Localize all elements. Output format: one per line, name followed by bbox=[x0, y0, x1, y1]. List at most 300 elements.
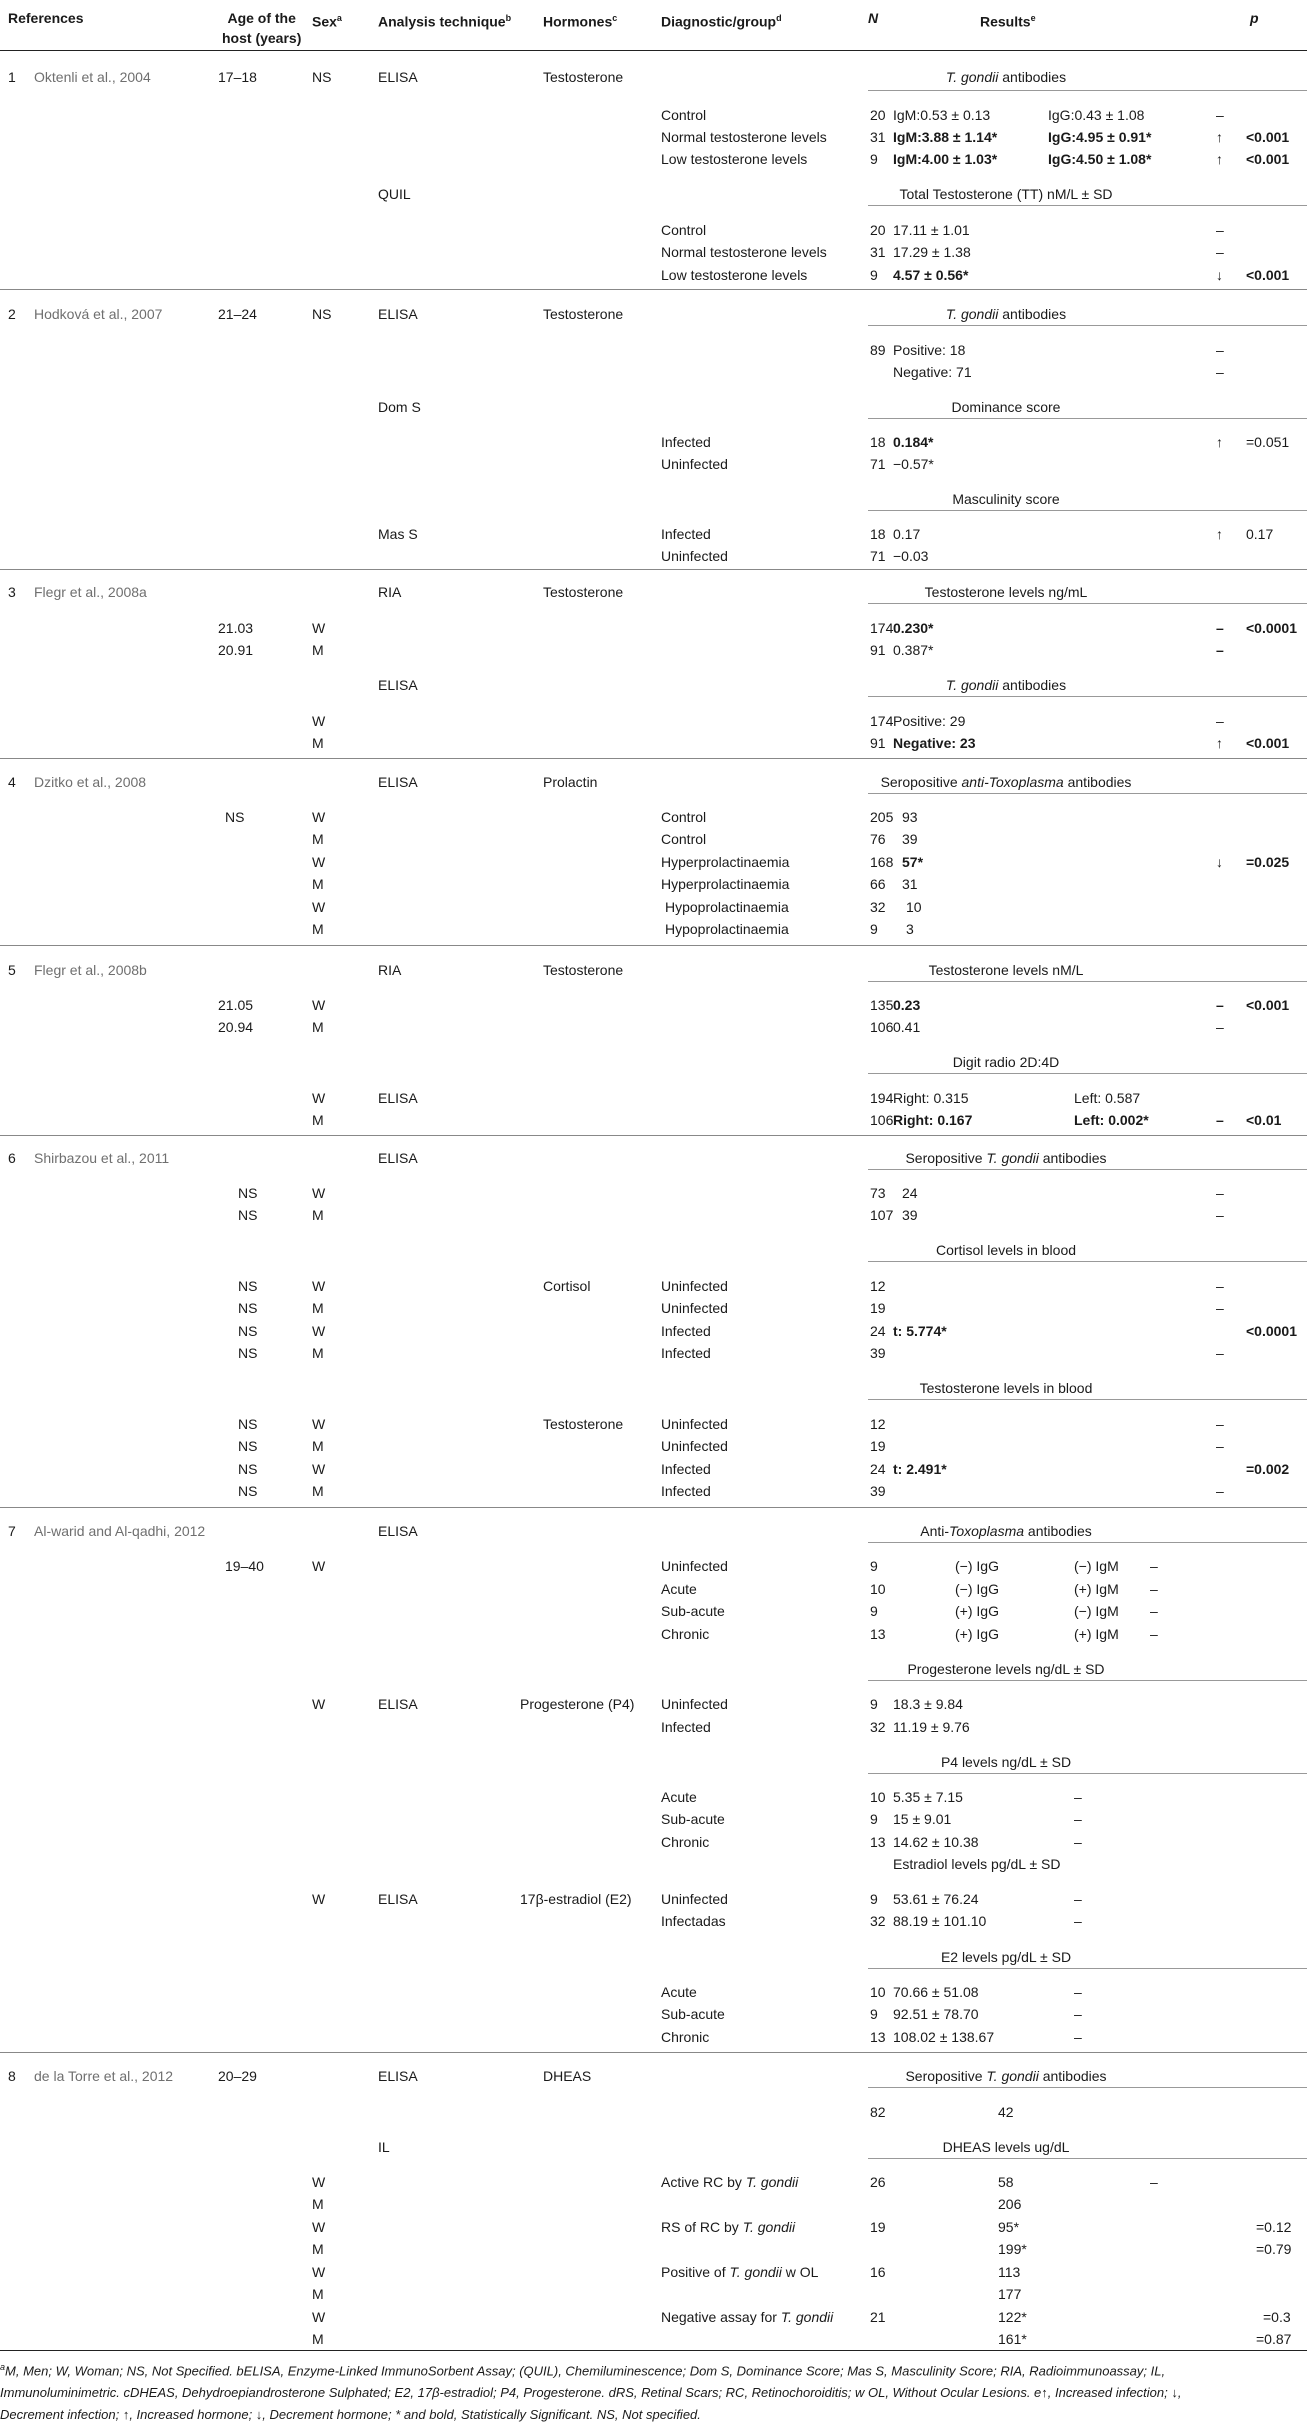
table-cell: 10 bbox=[870, 1789, 886, 1805]
table-cell: Low testosterone levels bbox=[661, 267, 808, 283]
table-cell: =0.025 bbox=[1246, 854, 1290, 870]
table-cell: Sub-acute bbox=[661, 1603, 725, 1619]
table-cell: Hypoprolactinaemia bbox=[665, 899, 789, 915]
table-cell: – bbox=[1216, 1278, 1224, 1294]
table-cell: Hyperprolactinaemia bbox=[661, 876, 790, 892]
table-cell: IgM:0.53 ± 0.13 bbox=[893, 107, 991, 123]
table-cell: 206 bbox=[998, 2196, 1022, 2212]
table-cell: Uninfected bbox=[661, 1278, 728, 1294]
table-cell: <0.0001 bbox=[1246, 1323, 1297, 1339]
table-cell: – bbox=[1074, 2029, 1082, 2045]
header-diagnostic: Diagnostic/group$^d$ bbox=[661, 13, 782, 30]
table-cell: 5.35 ± 7.15 bbox=[893, 1789, 963, 1805]
table-cell: 24 bbox=[902, 1185, 918, 1201]
table-cell: Acute bbox=[661, 1984, 697, 2000]
table-cell: W bbox=[312, 1558, 326, 1574]
table-cell: ELISA bbox=[378, 774, 418, 790]
table-cell: 32 bbox=[870, 1913, 886, 1929]
table-cell: 73 bbox=[870, 1185, 886, 1201]
table-cell: – bbox=[1074, 1811, 1082, 1827]
table-cell: ELISA bbox=[378, 1523, 418, 1539]
table-cell: Progesterone levels ng/dL ± SD bbox=[907, 1661, 1105, 1677]
table-cell: Uninfected bbox=[661, 1300, 728, 1316]
table-cell: −0.03 bbox=[893, 548, 929, 564]
table-cell: 13 bbox=[870, 2029, 886, 2045]
table-cell: Infected bbox=[661, 434, 711, 450]
table-cell: IL bbox=[378, 2139, 390, 2155]
table-cell: – bbox=[1216, 1438, 1224, 1454]
table-cell: NS bbox=[238, 1323, 258, 1339]
table-cell: ELISA bbox=[378, 306, 418, 322]
table-cell: Testosterone levels ng/mL bbox=[924, 584, 1088, 600]
table-cell: 194 bbox=[870, 1090, 894, 1106]
table-cell: =0.051 bbox=[1246, 434, 1290, 450]
table-cell: Left: 0.002* bbox=[1074, 1112, 1149, 1128]
table-cell: IgG:4.95 ± 0.91* bbox=[1048, 129, 1152, 145]
table-cell: 10 bbox=[870, 1984, 886, 2000]
results-subheader-rule bbox=[868, 1773, 1307, 1774]
footnote-line: $^a$M, Men; W, Woman; NS, Not Specified. bELISA, Enzyme-Linked ImmunoSorbent Assay; (QUIL), Chemiluminescence; Dom S, Dominance Score; Mas S, Masculinity Score; RIA, Radioimmunoassay; IL, bbox=[0, 2362, 1166, 2379]
header-analysis: Analysis technique$^b$ bbox=[378, 13, 512, 30]
table-cell: Hypoprolactinaemia bbox=[665, 921, 789, 937]
section-divider bbox=[0, 945, 1307, 946]
table-cell: Normal testosterone levels bbox=[661, 244, 827, 260]
table-cell: 70.66 ± 51.08 bbox=[893, 1984, 979, 2000]
table-cell: =0.002 bbox=[1246, 1461, 1290, 1477]
table-cell: 21.03 bbox=[218, 620, 254, 636]
table-cell: W bbox=[312, 2174, 326, 2190]
results-subheader-rule bbox=[868, 981, 1307, 982]
table-cell: – bbox=[1216, 1112, 1224, 1128]
table-cell: M bbox=[312, 1019, 324, 1035]
header-results: Results$^e$ bbox=[980, 13, 1036, 30]
table-cell: 15 ± 9.01 bbox=[893, 1811, 952, 1827]
table-cell: 39 bbox=[870, 1483, 886, 1499]
table-cell: 8 bbox=[8, 2068, 16, 2084]
table-cell: IgM:3.88 ± 1.14* bbox=[893, 129, 998, 145]
table-cell: t: 5.774* bbox=[893, 1323, 947, 1339]
results-subheader-rule bbox=[868, 793, 1307, 794]
table-cell: M bbox=[312, 735, 324, 751]
table-cell: – bbox=[1216, 713, 1224, 729]
table-cell: <0.001 bbox=[1246, 129, 1290, 145]
table-cell: 9 bbox=[870, 921, 878, 937]
table-cell: Digit radio 2D:4D bbox=[952, 1054, 1060, 1070]
table-cell: – bbox=[1216, 364, 1224, 380]
table-cell: 21–24 bbox=[218, 306, 257, 322]
table-cell: 89 bbox=[870, 342, 886, 358]
results-subheader-rule bbox=[868, 1399, 1307, 1400]
table-cell: 12 bbox=[870, 1278, 886, 1294]
table-cell: 19 bbox=[870, 1438, 886, 1454]
table-cell: – bbox=[1150, 1558, 1158, 1574]
table-cell: NS bbox=[312, 306, 332, 322]
table-cell: Mas S bbox=[378, 526, 418, 542]
table-cell: Normal testosterone levels bbox=[661, 129, 827, 145]
table-cell: W bbox=[312, 2264, 326, 2280]
table-cell: 39 bbox=[902, 831, 918, 847]
table-cell: 0.23 bbox=[893, 997, 921, 1013]
header-p: p bbox=[1250, 10, 1259, 26]
table-cell: <0.0001 bbox=[1246, 620, 1297, 636]
table-cell: Infected bbox=[661, 1345, 711, 1361]
table-cell: t: 2.491* bbox=[893, 1461, 947, 1477]
header-n: N bbox=[868, 10, 879, 26]
table-cell: 20.94 bbox=[218, 1019, 254, 1035]
table-cell: 9 bbox=[870, 267, 878, 283]
table-cell: 57* bbox=[902, 854, 924, 870]
table-cell: 20 bbox=[870, 107, 886, 123]
table-cell: 18 bbox=[870, 434, 886, 450]
table-cell: Control bbox=[661, 222, 707, 238]
table-cell: – bbox=[1074, 1789, 1082, 1805]
table-cell: Dzitko et al., 2008 bbox=[34, 774, 147, 790]
table-cell: W bbox=[312, 1278, 326, 1294]
table-cell: 20.91 bbox=[218, 642, 254, 658]
table-cell: T. gondii antibodies bbox=[945, 306, 1067, 322]
table-cell: – bbox=[1074, 2006, 1082, 2022]
table-cell: (−) IgM bbox=[1074, 1603, 1119, 1619]
table-cell: W bbox=[312, 997, 326, 1013]
table-cell: 20–29 bbox=[218, 2068, 257, 2084]
table-cell: – bbox=[1150, 2174, 1158, 2190]
table-cell: =0.12 bbox=[1256, 2219, 1292, 2235]
table-cell: 14.62 ± 10.38 bbox=[893, 1834, 979, 1850]
results-subheader-rule bbox=[868, 1169, 1307, 1170]
table-cell: – bbox=[1216, 1416, 1224, 1432]
footnote-line: Immunoluminimetric. cDHEAS, Dehydroepiandrosterone Sulphated; E2, 17β-estradiol; P4, Progesterone. dRS, Retinal Scars; RC, Retinochoroiditis; w OL, Without Ocular Lesions. e↑, Increased infection; ↓, bbox=[0, 2385, 1182, 2401]
table-cell: Positive: 29 bbox=[893, 713, 966, 729]
table-cell: Infectadas bbox=[661, 1913, 726, 1929]
table-cell: Right: 0.315 bbox=[893, 1090, 969, 1106]
table-cell: Infected bbox=[661, 1719, 711, 1735]
table-cell: Anti-Toxoplasma antibodies bbox=[920, 1523, 1092, 1539]
table-cell: Uninfected bbox=[661, 1891, 728, 1907]
table-cell: 18.3 ± 9.84 bbox=[893, 1696, 963, 1712]
table-cell: ↑ bbox=[1216, 129, 1223, 145]
table-cell: M bbox=[312, 1483, 324, 1499]
table-cell: 93 bbox=[902, 809, 918, 825]
table-cell: – bbox=[1074, 1891, 1082, 1907]
table-cell: NS bbox=[238, 1345, 258, 1361]
table-cell: IgM:4.00 ± 1.03* bbox=[893, 151, 998, 167]
table-cell: Seropositive T. gondii antibodies bbox=[905, 1150, 1107, 1166]
table-cell: – bbox=[1216, 1300, 1224, 1316]
table-cell: ↑ bbox=[1216, 151, 1223, 167]
table-cell: Control bbox=[661, 831, 707, 847]
table-cell: Chronic bbox=[661, 2029, 710, 2045]
table-cell: 168 bbox=[870, 854, 894, 870]
results-subheader-rule bbox=[868, 696, 1307, 697]
table-cell: 21.05 bbox=[218, 997, 254, 1013]
table-cell: – bbox=[1216, 997, 1224, 1013]
table-cell: 71 bbox=[870, 456, 886, 472]
table-cell: 113 bbox=[998, 2264, 1021, 2280]
results-subheader-rule bbox=[868, 2087, 1307, 2088]
table-cell: 71 bbox=[870, 548, 886, 564]
table-bottom-rule bbox=[0, 2350, 1307, 2351]
table-cell: – bbox=[1216, 342, 1224, 358]
table-cell: 17–18 bbox=[218, 69, 257, 85]
table-cell: Masculinity score bbox=[952, 491, 1060, 507]
table-cell: (+) IgG bbox=[955, 1626, 999, 1642]
table-cell: 82 bbox=[870, 2104, 886, 2120]
table-header bbox=[0, 0, 1307, 51]
table-cell: 106 bbox=[870, 1112, 894, 1128]
table-cell: T. gondii antibodies bbox=[945, 677, 1067, 693]
table-cell: 92.51 ± 78.70 bbox=[893, 2006, 979, 2022]
table-cell: 107 bbox=[870, 1207, 894, 1223]
header-age: Age of the host (years) bbox=[222, 10, 302, 46]
table-cell: NS bbox=[238, 1483, 258, 1499]
table-cell: 13 bbox=[870, 1626, 886, 1642]
table-cell: W bbox=[312, 1461, 326, 1477]
table-cell: – bbox=[1216, 1483, 1224, 1499]
table-cell: 135 bbox=[870, 997, 894, 1013]
table-cell: NS bbox=[238, 1300, 258, 1316]
table-cell: Negative: 71 bbox=[893, 364, 972, 380]
table-cell: – bbox=[1216, 1345, 1224, 1361]
table-cell: 0.41 bbox=[893, 1019, 921, 1035]
table-cell: DHEAS bbox=[543, 2068, 592, 2084]
table-cell: Right: 0.167 bbox=[893, 1112, 973, 1128]
table-cell: 53.61 ± 76.24 bbox=[893, 1891, 979, 1907]
table-cell: Flegr et al., 2008b bbox=[34, 962, 147, 978]
table-cell: 88.19 ± 101.10 bbox=[893, 1913, 987, 1929]
table-cell: <0.001 bbox=[1246, 267, 1290, 283]
table-cell: NS bbox=[238, 1207, 258, 1223]
table-cell: – bbox=[1074, 1834, 1082, 1850]
table-cell: – bbox=[1216, 642, 1224, 658]
footnote-line: Decrement infection; ↑, Increased hormone; ↓, Decrement hormone; * and bold, Statistically Significant. NS, Not specified. bbox=[0, 2407, 701, 2423]
table-cell: Uninfected bbox=[661, 1558, 728, 1574]
table-cell: – bbox=[1216, 1185, 1224, 1201]
table-cell: 32 bbox=[870, 899, 886, 915]
table-cell: M bbox=[312, 2331, 324, 2347]
results-subheader-rule bbox=[868, 510, 1307, 511]
header-sex: Sex$^a$ bbox=[312, 13, 342, 30]
table-cell: IgG:0.43 ± 1.08 bbox=[1048, 107, 1145, 123]
table-cell: – bbox=[1216, 244, 1224, 260]
table-cell: ELISA bbox=[378, 2068, 418, 2084]
table-cell: W bbox=[312, 1891, 326, 1907]
table-cell: 108.02 ± 138.67 bbox=[893, 2029, 995, 2045]
table-cell: Infected bbox=[661, 1461, 711, 1477]
section-divider bbox=[0, 2052, 1307, 2053]
table-cell: Negative: 23 bbox=[893, 735, 976, 751]
table-cell: M bbox=[312, 1438, 324, 1454]
results-subheader-rule bbox=[868, 603, 1307, 604]
table-cell: M bbox=[312, 876, 324, 892]
table-cell: – bbox=[1150, 1626, 1158, 1642]
table-cell: 17β-estradiol (E2) bbox=[520, 1891, 632, 1907]
table-cell: M bbox=[312, 2286, 324, 2302]
table-cell: Uninfected bbox=[661, 1416, 728, 1432]
table-cell: Total Testosterone (TT) nM/L ± SD bbox=[899, 186, 1113, 202]
table-cell: 18 bbox=[870, 526, 886, 542]
table-cell: 91 bbox=[870, 642, 886, 658]
table-cell: NS bbox=[238, 1278, 258, 1294]
table-cell: Seropositive T. gondii antibodies bbox=[905, 2068, 1107, 2084]
table-cell: =0.79 bbox=[1256, 2241, 1292, 2257]
table-cell: M bbox=[312, 1112, 324, 1128]
table-cell: (−) IgM bbox=[1074, 1558, 1119, 1574]
table-cell: – bbox=[1216, 1019, 1224, 1035]
table-cell: Positive of T. gondii w OL bbox=[661, 2264, 819, 2280]
table-cell: Seropositive anti-Toxoplasma antibodies bbox=[880, 774, 1132, 790]
table-cell: 122* bbox=[998, 2309, 1027, 2325]
table-cell: de la Torre et al., 2012 bbox=[34, 2068, 174, 2084]
table-cell: W bbox=[312, 1185, 326, 1201]
table-cell: <0.001 bbox=[1246, 735, 1290, 751]
table-cell: Al-warid and Al-qadhi, 2012 bbox=[34, 1523, 206, 1539]
table-cell: Uninfected bbox=[661, 456, 728, 472]
table-cell: Sub-acute bbox=[661, 2006, 725, 2022]
table-cell: 9 bbox=[870, 151, 878, 167]
table-cell: 174 bbox=[870, 620, 894, 636]
table-cell: NS bbox=[225, 809, 245, 825]
table-cell: 19 bbox=[870, 1300, 886, 1316]
table-cell: NS bbox=[238, 1438, 258, 1454]
table-cell: – bbox=[1074, 1984, 1082, 2000]
table-cell: Infected bbox=[661, 1323, 711, 1339]
table-cell: E2 levels pg/dL ± SD bbox=[940, 1949, 1072, 1965]
table-cell: Uninfected bbox=[661, 1696, 728, 1712]
table-cell: ELISA bbox=[378, 677, 418, 693]
table-cell: 31 bbox=[902, 876, 918, 892]
section-divider bbox=[0, 1135, 1307, 1136]
table-cell: 177 bbox=[998, 2286, 1022, 2302]
table-cell: 11.19 ± 9.76 bbox=[893, 1719, 970, 1735]
table-cell: Flegr et al., 2008a bbox=[34, 584, 147, 600]
table-cell: 5 bbox=[8, 962, 16, 978]
section-divider bbox=[0, 758, 1307, 759]
table-cell: Testosterone bbox=[543, 584, 624, 600]
table-cell: 3 bbox=[8, 584, 16, 600]
table-cell: 58 bbox=[998, 2174, 1014, 2190]
table-cell: 0.184* bbox=[893, 434, 934, 450]
table-cell: 7 bbox=[8, 1523, 16, 1539]
results-subheader-rule bbox=[868, 1968, 1307, 1969]
table-cell: M bbox=[312, 1345, 324, 1361]
table-cell: ↑ bbox=[1216, 434, 1223, 450]
table-cell: M bbox=[312, 831, 324, 847]
table-cell: 9 bbox=[870, 1811, 878, 1827]
table-cell: 6 bbox=[8, 1150, 16, 1166]
results-subheader-rule bbox=[868, 1680, 1307, 1681]
table-cell: M bbox=[312, 1207, 324, 1223]
table-cell: 19–40 bbox=[225, 1558, 264, 1574]
table-cell: W bbox=[312, 620, 326, 636]
header-references: References bbox=[8, 10, 84, 26]
table-cell: M bbox=[312, 921, 324, 937]
section-divider bbox=[0, 1507, 1307, 1508]
table-cell: Control bbox=[661, 107, 707, 123]
table-cell: Estradiol levels pg/dL ± SD bbox=[893, 1856, 1061, 1872]
table-cell: Testosterone bbox=[543, 306, 624, 322]
table-cell: RS of RC by T. gondii bbox=[661, 2219, 796, 2235]
table-cell: QUIL bbox=[378, 186, 411, 202]
table-cell: T. gondii antibodies bbox=[945, 69, 1067, 85]
table-cell: (+) IgM bbox=[1074, 1626, 1119, 1642]
table-cell: =0.87 bbox=[1256, 2331, 1292, 2347]
table-cell: ↓ bbox=[1216, 267, 1223, 283]
table-cell: 10 bbox=[870, 1581, 886, 1597]
results-subheader-rule bbox=[868, 90, 1307, 91]
table-cell: ELISA bbox=[378, 1150, 418, 1166]
results-subheader-rule bbox=[868, 205, 1307, 206]
table-cell: =0.3 bbox=[1263, 2309, 1291, 2325]
table-cell: W bbox=[312, 1323, 326, 1339]
table-cell: – bbox=[1150, 1603, 1158, 1619]
table-cell: Active RC by T. gondii bbox=[661, 2174, 799, 2190]
table-cell: 9 bbox=[870, 1603, 878, 1619]
table-cell: 42 bbox=[998, 2104, 1014, 2120]
table-cell: ↓ bbox=[1216, 854, 1223, 870]
table-cell: 16 bbox=[870, 2264, 886, 2280]
table-cell: 39 bbox=[902, 1207, 918, 1223]
table-cell: 31 bbox=[870, 244, 886, 260]
table-cell: Shirbazou et al., 2011 bbox=[34, 1150, 170, 1166]
table-cell: Oktenli et al., 2004 bbox=[34, 69, 151, 85]
results-subheader-rule bbox=[868, 2158, 1307, 2159]
table-cell: 24 bbox=[870, 1323, 886, 1339]
results-subheader-rule bbox=[868, 1261, 1307, 1262]
table-cell: 9 bbox=[870, 2006, 878, 2022]
table-cell: 2 bbox=[8, 306, 16, 322]
table-cell: RIA bbox=[378, 584, 402, 600]
table-cell: Testosterone levels in blood bbox=[919, 1380, 1093, 1396]
table-cell: Acute bbox=[661, 1581, 697, 1597]
table-cell: 31 bbox=[870, 129, 886, 145]
table-cell: W bbox=[312, 1090, 326, 1106]
table-cell: 66 bbox=[870, 876, 886, 892]
table-cell: Left: 0.587 bbox=[1074, 1090, 1141, 1106]
table-cell: <0.001 bbox=[1246, 151, 1290, 167]
table-cell: NS bbox=[312, 69, 332, 85]
table-cell: Progesterone (P4) bbox=[520, 1696, 635, 1712]
table-footnotes bbox=[0, 2356, 1307, 2426]
table-cell: ↑ bbox=[1216, 735, 1223, 751]
table-cell: 0.17 bbox=[893, 526, 921, 542]
table-cell: M bbox=[312, 642, 324, 658]
table-cell: 1 bbox=[8, 69, 16, 85]
table-cell: Infected bbox=[661, 1483, 711, 1499]
table-cell: – bbox=[1216, 620, 1224, 636]
table-cell: 174 bbox=[870, 713, 894, 729]
table-cell: NS bbox=[238, 1461, 258, 1477]
table-cell: IgG:4.50 ± 1.08* bbox=[1048, 151, 1152, 167]
table-cell: ELISA bbox=[378, 69, 418, 85]
table-cell: 26 bbox=[870, 2174, 886, 2190]
section-divider bbox=[0, 569, 1307, 570]
table-cell: P4 levels ng/dL ± SD bbox=[940, 1754, 1072, 1770]
table-cell: (+) IgG bbox=[955, 1603, 999, 1619]
table-cell: – bbox=[1216, 107, 1224, 123]
section-divider bbox=[0, 289, 1307, 290]
table-cell: 0.17 bbox=[1246, 526, 1274, 542]
table-cell: 17.29 ± 1.38 bbox=[893, 244, 971, 260]
table-cell: 39 bbox=[870, 1345, 886, 1361]
table-cell: 0.230* bbox=[893, 620, 934, 636]
table-cell: 20 bbox=[870, 222, 886, 238]
table-cell: <0.001 bbox=[1246, 997, 1290, 1013]
table-cell: NS bbox=[238, 1416, 258, 1432]
table-cell: 76 bbox=[870, 831, 886, 847]
table-cell: 9 bbox=[870, 1558, 878, 1574]
table-cell: −0.57* bbox=[893, 456, 934, 472]
table-cell: (−) IgG bbox=[955, 1558, 999, 1574]
